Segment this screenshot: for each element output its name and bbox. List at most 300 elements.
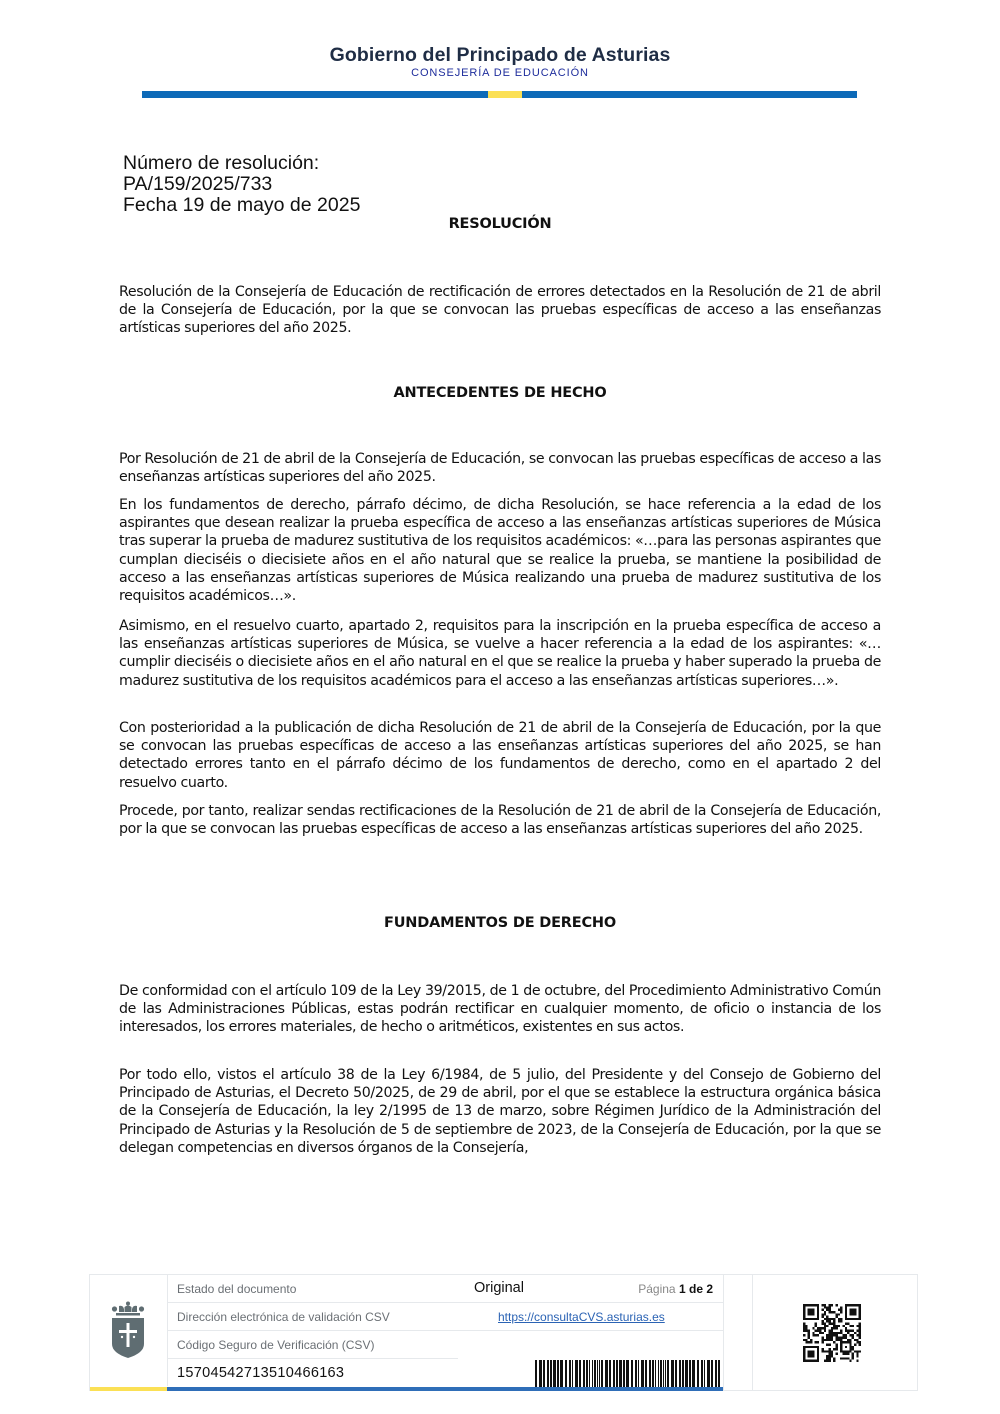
qr-module [856,1339,858,1341]
fundamentos-paragraph-1: De conformidad con el artículo 109 de la Ley 39/2015, de 1 de octubre, del Procedimiento Administrativo Común de las Administraciones Públicas, estas podrán rectificar en cualquier momento, de oficio o instancia de los interesados, los errores materiales, de hecho o aritméticos, existentes en sus actos. [119,983,881,1036]
qr-module [815,1341,817,1343]
qr-module [826,1318,828,1320]
qr-module [847,1357,849,1359]
qr-module [824,1304,826,1306]
qr-module [829,1348,831,1350]
barcode-bar [553,1360,556,1387]
qr-module [822,1327,824,1329]
qr-module [826,1339,828,1341]
document-title: RESOLUCIÓN [448,216,552,232]
qr-module [833,1318,835,1320]
qr-module [840,1309,842,1311]
qr-module [829,1311,831,1313]
qr-module [815,1325,817,1327]
qr-module [824,1325,826,1327]
qr-module [859,1350,861,1352]
barcode-bar [560,1360,563,1387]
barcode-bar [692,1360,695,1387]
barcode-bar [689,1360,691,1387]
qr-module [822,1323,824,1325]
qr-module [842,1353,844,1355]
qr-module [840,1311,842,1313]
qr-module [831,1327,833,1329]
qr-module [824,1339,826,1341]
validation-label: Dirección electrónica de validación CSV [177,1310,390,1324]
qr-module [822,1341,824,1343]
qr-module [805,1341,807,1343]
qr-module [847,1353,849,1355]
qr-module [856,1325,858,1327]
antecedentes-paragraph-2: En los fundamentos de derecho, párrafo décimo, de dicha Resolución, se hace referencia a la edad de los aspirantes que desean realizar la prueba específica de acceso a las enseñanzas artísticas superiores de Música tras superar la prueba de madurez sustitutiva de los requisitos académicos: «…para las personas aspirantes que cumplan dieciséis o diecisiete años en el año natural que se realice la prueba, se mantiene la posibilidad de acceso a las enseñanzas artísticas superiores de Música realizando una prueba de madurez sustitutiva de los requisitos académicos…». [119,497,881,605]
qr-module [812,1327,814,1329]
qr-module [829,1320,831,1322]
page-word: Página [638,1282,676,1296]
qr-module [831,1336,833,1338]
qr-module [852,1355,854,1357]
qr-module [822,1316,824,1318]
qr-module [824,1327,826,1329]
barcode-bar [655,1360,656,1387]
qr-module [805,1325,807,1327]
barcode-bar [557,1360,559,1387]
qr-module [829,1318,831,1320]
qr-module [831,1323,833,1325]
barcode-bar [547,1360,549,1387]
qr-module [849,1339,851,1341]
qr-module [831,1332,833,1334]
qr-module [845,1330,847,1332]
qr-module [840,1357,842,1359]
qr-module [805,1327,807,1329]
qr-module [824,1306,826,1308]
barcode-bar [594,1360,596,1387]
barcode-bar [601,1360,603,1387]
status-value: Original [474,1280,524,1296]
barcode-bar [685,1360,688,1387]
qr-module [831,1334,833,1336]
qr-module [835,1316,837,1318]
qr-module [859,1341,861,1343]
barcode-bar [658,1360,659,1387]
qr-module [859,1323,861,1325]
barcode-bar [645,1360,647,1387]
barcode-bar [539,1360,542,1387]
antecedentes-paragraph-4: Con posterioridad a la publicación de dicha Resolución de 21 de abril de la Consejería de Educación, por la que se convocan las pruebas específicas de acceso a las enseñanzas artísticas superiores del año 2025, se han detectado errores tanto en el párrafo décimo de los fundamentos de derecho, como en el apartado 2 del resuelvo cuarto. [119,720,881,791]
qr-module [835,1339,837,1341]
qr-module [803,1339,805,1341]
qr-module [815,1330,817,1332]
qr-module [859,1327,861,1329]
qr-module [840,1330,842,1332]
qr-module [835,1353,837,1355]
qr-module [835,1327,837,1329]
qr-module [859,1332,861,1334]
barcode-bar [609,1360,611,1387]
qr-module [817,1334,819,1336]
barcode-bar [583,1360,585,1387]
qr-module [845,1353,847,1355]
qr-module [833,1348,835,1350]
qr-module [826,1357,828,1359]
qr-module [829,1360,831,1362]
qr-module [833,1334,835,1336]
qr-module [849,1309,856,1316]
qr-module [859,1334,861,1336]
qr-module [808,1332,810,1334]
qr-module [831,1304,833,1306]
qr-module [840,1318,842,1320]
qr-module [829,1304,831,1306]
qr-module [829,1323,831,1325]
qr-module [831,1330,833,1332]
qr-module [835,1346,837,1348]
barcode-bar [599,1360,600,1387]
qr-module [831,1339,833,1341]
barcode-bar [711,1360,713,1387]
qr-module [803,1327,805,1329]
barcode-bar [665,1360,666,1387]
qr-module [829,1343,831,1345]
fundamentos-paragraph-2: Por todo ello, vistos el artículo 38 de la Ley 6/1984, de 5 julio, del Presidente y del Consejo de Gobierno del Principado de Asturias, el Decreto 50/2025, de 29 de abril, por el que se establece la estructura orgánica básica de la Consejería de Educación, la ley 2/1995 de 13 de marzo, sobre Régimen Jurídico de la Administración del Principado de Asturias y la Resolución de 5 de septiembre de 2023, de la Consejería de Educación, por la que se delegan competencias en diversos órganos de la Consejería, [119,1067,881,1156]
barcode-bar [667,1360,669,1387]
qr-module [826,1360,828,1362]
barcode-icon [535,1360,720,1387]
qr-module [824,1323,826,1325]
qr-module [859,1336,861,1338]
qr-module [826,1309,828,1311]
qr-module [833,1360,835,1362]
csv-label: Código Seguro de Verificación (CSV) [177,1338,375,1352]
qr-module [849,1325,851,1327]
department-name: CONSEJERÍA DE EDUCACIÓN [411,67,589,79]
footer-yellow-bar [90,1387,167,1391]
barcode-bar [701,1360,703,1387]
qr-module [852,1346,854,1348]
qr-module [824,1318,826,1320]
barcode-bar [586,1360,588,1387]
csv-code: 15704542713510466163 [177,1365,345,1381]
page-total: de 2 [688,1282,713,1296]
qr-module [808,1336,810,1338]
qr-module [803,1323,805,1325]
resolution-info [123,153,360,216]
qr-module [840,1306,842,1308]
qr-module [849,1334,851,1336]
qr-module [824,1313,826,1315]
qr-module [859,1325,861,1327]
qr-module [829,1332,831,1334]
qr-module [826,1306,828,1308]
qr-module [835,1313,837,1315]
qr-module [822,1336,824,1338]
qr-module [856,1341,858,1343]
qr-module [817,1341,819,1343]
qr-module [840,1332,842,1334]
qr-module [856,1355,858,1357]
qr-module [833,1357,835,1359]
page-indicator [638,1282,713,1296]
qr-module [835,1334,837,1336]
qr-module [822,1309,824,1311]
qr-module [845,1357,847,1359]
qr-module [845,1336,847,1338]
summary-paragraph: Resolución de la Consejería de Educación de rectificación de errores detectados en la Resolución de 21 de abril de la Consejería de Educación, por la que se convocan las pruebas específicas de acceso a las enseñanzas artísticas superiores del año 2025. [119,284,881,337]
qr-module [847,1323,849,1325]
qr-module [852,1330,854,1332]
qr-module [805,1330,807,1332]
antecedentes-paragraph-3: Asimismo, en el resuelvo cuarto, apartado 2, requisitos para la inscripción en la prueba específica de acceso a las enseñanzas artísticas superiores de Música, se vuelve a hacer referencia a la edad de los aspirantes: «…cumplir dieciséis o diecisiete años en el año natural en el que se realice la prueba y haber superado la prueba de madurez sustitutiva de los requisitos académicos para el acceso a las enseñanzas artísticas superiores…». [119,618,881,689]
qr-module [852,1334,854,1336]
qr-module [833,1341,835,1343]
qr-module [859,1343,861,1345]
qr-module [803,1334,805,1336]
verification-footer [89,1274,918,1391]
qr-module [842,1357,844,1359]
qr-module [831,1311,833,1313]
qr-module [838,1325,840,1327]
barcode-bar [535,1360,537,1387]
header-color-bar [142,91,857,98]
qr-module [847,1339,849,1341]
qr-module [829,1309,831,1311]
qr-module [822,1348,824,1350]
qr-module [829,1334,831,1336]
barcode-bar [613,1360,615,1387]
qr-module [849,1330,851,1332]
qr-code-icon [803,1304,861,1362]
barcode-bar [697,1360,699,1387]
qr-module [852,1357,854,1359]
qr-module [826,1320,828,1322]
barcode-bar [589,1360,590,1387]
status-label: Estado del documento [177,1282,297,1296]
qr-module [826,1350,828,1352]
barcode-bar [575,1360,578,1387]
qr-module [822,1332,824,1334]
qr-module [819,1330,821,1332]
qr-module [803,1325,805,1327]
qr-module [822,1350,824,1352]
qr-module [856,1330,858,1332]
qr-module [852,1353,854,1355]
qr-module [829,1353,831,1355]
barcode-bar [597,1360,598,1387]
qr-module [840,1339,842,1341]
qr-module [805,1339,807,1341]
qr-module [817,1327,819,1329]
qr-module [831,1318,833,1320]
barcode-bar [635,1360,637,1387]
barcode-bar [605,1360,608,1387]
qr-module [824,1311,826,1313]
qr-module [854,1332,856,1334]
qr-module [824,1360,826,1362]
qr-module [829,1350,831,1352]
qr-module [838,1320,840,1322]
qr-module [852,1348,854,1350]
qr-module [833,1327,835,1329]
qr-module [833,1323,835,1325]
barcode-bar [718,1360,720,1387]
qr-separator [723,1275,753,1390]
qr-module [819,1332,821,1334]
qr-module [803,1330,805,1332]
barcode-bar [641,1360,644,1387]
barcode-bar [569,1360,571,1387]
qr-module [808,1334,810,1336]
qr-module [831,1353,833,1355]
page-current: 1 [678,1282,686,1296]
barcode-bar [707,1360,710,1387]
qr-module [849,1360,851,1362]
qr-module [812,1334,814,1336]
qr-module [859,1330,861,1332]
barcode-bar [572,1360,573,1387]
barcode-bar [619,1360,622,1387]
qr-module [829,1330,831,1332]
barcode-bar [626,1360,629,1387]
qr-module [852,1325,854,1327]
section-heading-antecedentes: ANTECEDENTES DE HECHO [393,385,607,401]
barcode-bar [638,1360,639,1387]
qr-module [822,1339,824,1341]
section-heading-fundamentos: FUNDAMENTOS DE DERECHO [384,915,616,931]
barcode-bar [652,1360,654,1387]
resolution-number: PA/159/2025/733 [123,173,273,195]
qr-module [845,1346,847,1348]
barcode-bar [679,1360,681,1387]
barcode-bar [565,1360,567,1387]
barcode-bar [543,1360,545,1387]
qr-module [826,1334,828,1336]
qr-module [838,1332,840,1334]
barcode-bar [649,1360,651,1387]
qr-module [842,1334,844,1336]
qr-module [817,1330,819,1332]
qr-module [831,1355,833,1357]
validation-link[interactable]: https://consultaCVS.asturias.es [498,1310,665,1324]
qr-module [822,1320,824,1322]
csv-label-row [168,1331,458,1359]
resolution-number-label: Número de resolución: [123,152,320,174]
qr-module [847,1332,849,1334]
qr-module [822,1313,824,1315]
barcode-bar [663,1360,664,1387]
qr-module [833,1320,835,1322]
barcode-bar [660,1360,662,1387]
qr-module [829,1355,831,1357]
emblem-cell [90,1275,168,1386]
status-row [168,1275,723,1303]
qr-module [815,1334,817,1336]
resolution-date: Fecha 19 de mayo de 2025 [123,194,361,216]
qr-module [808,1330,810,1332]
csv-code-row [168,1359,723,1387]
qr-module [833,1332,835,1334]
qr-module [824,1330,826,1332]
qr-module [838,1318,840,1320]
qr-module [856,1350,858,1352]
barcode-bar [715,1360,717,1387]
qr-module [856,1360,858,1362]
qr-module [835,1336,837,1338]
barcode-bar [704,1360,705,1387]
barcode-bar [671,1360,674,1387]
qr-module [826,1325,828,1327]
qr-module [810,1341,812,1343]
barcode-bar [550,1360,552,1387]
qr-module [840,1320,842,1322]
qr-module [845,1334,847,1336]
qr-module [822,1304,824,1306]
barcode-bar [623,1360,625,1387]
qr-module [812,1332,814,1334]
qr-module [815,1323,817,1325]
qr-module [854,1339,856,1341]
barcode-bar [675,1360,677,1387]
qr-module [835,1343,837,1345]
barcode-bar [631,1360,633,1387]
barcode-bar [592,1360,593,1387]
qr-module [808,1341,810,1343]
qr-module [835,1332,837,1334]
qr-module [833,1311,835,1313]
qr-module [831,1350,833,1352]
qr-module [838,1309,840,1311]
qr-module [842,1325,844,1327]
antecedentes-paragraph-5: Procede, por tanto, realizar sendas rectificaciones de la Resolución de 21 de abril de la Consejería de Educación, por la que se convocan las pruebas específicas de acceso a las enseñanzas artísticas superiores del año 2025. [119,803,881,838]
qr-module [826,1316,828,1318]
qr-module [845,1323,847,1325]
qr-module [829,1336,831,1338]
qr-module [838,1336,840,1338]
qr-module [829,1306,831,1308]
qr-module [819,1327,821,1329]
qr-module [826,1355,828,1357]
validation-row [168,1303,723,1331]
qr-module [845,1327,847,1329]
qr-module [810,1339,812,1341]
barcode-bar [616,1360,618,1387]
asturias-shield-icon [111,1301,145,1359]
qr-module [808,1350,815,1357]
antecedentes-paragraph-1: Por Resolución de 21 de abril de la Consejería de Educación, se convocan las pruebas específicas de acceso a las enseñanzas artísticas superiores del año 2025. [119,451,881,486]
qr-module [840,1336,842,1338]
qr-module [826,1343,828,1345]
qr-module [842,1336,844,1338]
qr-module [835,1304,837,1306]
qr-module [856,1334,858,1336]
qr-module [856,1353,858,1355]
qr-module [829,1357,831,1359]
qr-module [826,1336,828,1338]
qr-module [835,1325,837,1327]
header-bar-yellow-segment [488,91,522,98]
qr-module [835,1348,837,1350]
qr-module [838,1313,840,1315]
barcode-bar [682,1360,684,1387]
qr-module [854,1350,856,1352]
qr-module [808,1309,815,1316]
qr-module [833,1325,835,1327]
qr-module [838,1339,840,1341]
organization-name: Gobierno del Principado de Asturias [329,44,671,66]
qr-module [847,1330,849,1332]
footer-blue-bar [167,1387,723,1391]
barcode-bar [579,1360,581,1387]
qr-module [854,1343,856,1345]
qr-module [852,1336,854,1338]
